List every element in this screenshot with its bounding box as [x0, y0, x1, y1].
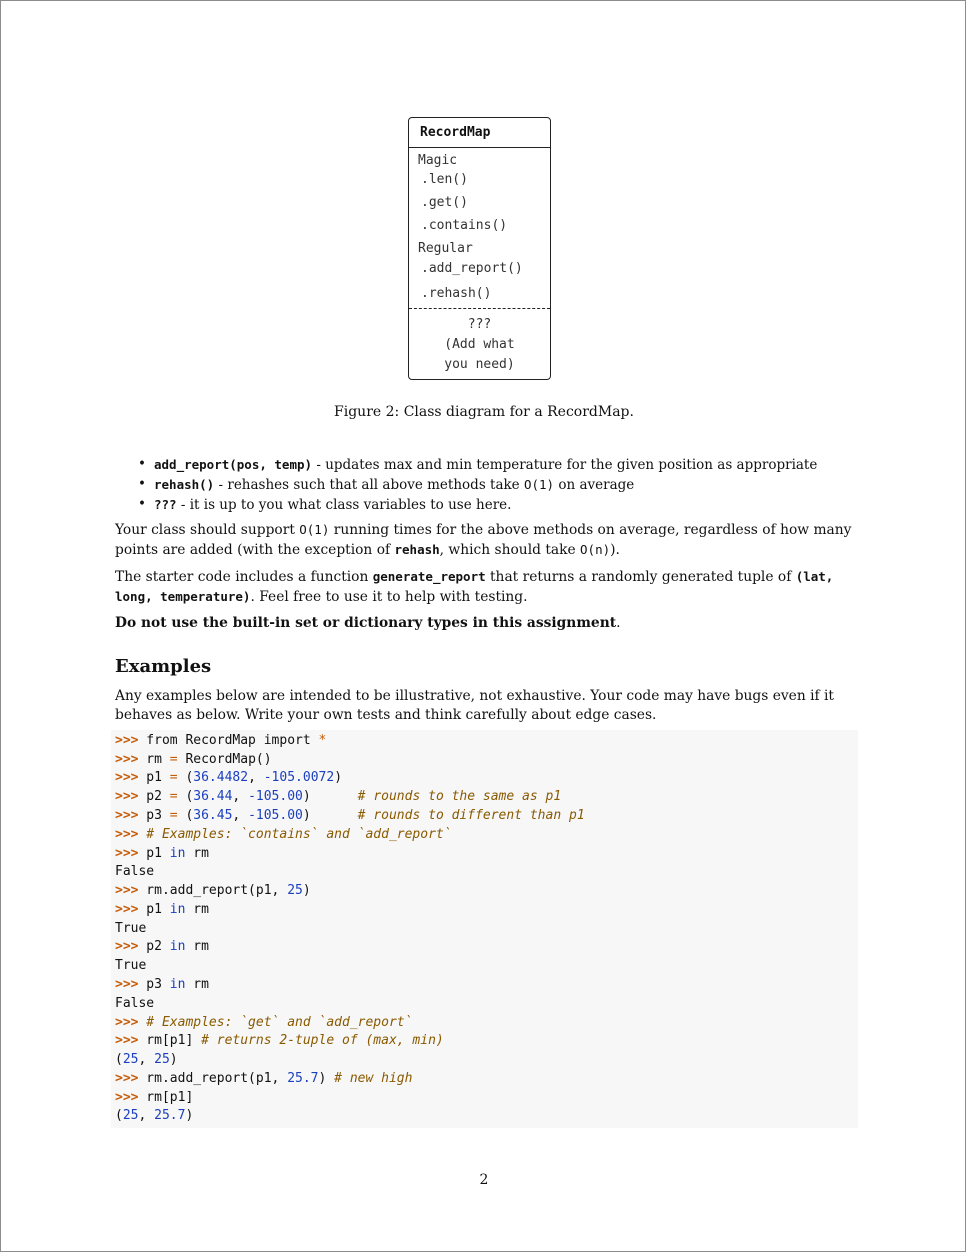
- code-line: >>> # Examples: `get` and `add_report`: [115, 1015, 413, 1030]
- list-item-text: on average: [554, 477, 635, 493]
- code-line: >>> rm.add_report(p1, 25.7) # new high: [115, 1071, 413, 1086]
- inline-code: O(1): [299, 522, 330, 537]
- figure-caption: Figure 2: Class diagram for a RecordMap.: [334, 404, 634, 420]
- code-line: (25, 25): [115, 1052, 178, 1067]
- text-line: Any examples below are intended to be illustrative, not exhaustive. Your code may have bugs even if it: [115, 688, 834, 704]
- page-number: 2: [479, 1172, 489, 1188]
- code-line: >>> p1 in rm: [115, 846, 209, 861]
- code-line: >>> rm.add_report(p1, 25): [115, 883, 311, 898]
- method-list: [138, 455, 817, 515]
- variables-placeholder: ???: [467, 317, 492, 332]
- code-example-block: [111, 730, 858, 1128]
- bold-text: Do not use the built-in set or dictionary types in this assignment: [115, 615, 617, 631]
- code-line: >>> rm = RecordMap(): [115, 752, 272, 767]
- code-line: >>> p2 = (36.44, -105.00) # rounds to the same as p1: [115, 789, 562, 804]
- code-line: >>> rm[p1] # returns 2-tuple of (max, min): [115, 1033, 444, 1048]
- variables-note-2: you need): [444, 357, 515, 372]
- code-line: (25, 25.7): [115, 1108, 194, 1123]
- text: , which should take: [439, 542, 581, 558]
- inline-code: O(n): [580, 542, 611, 557]
- paragraph-restriction: [115, 614, 860, 633]
- text: . Feel free to use it to help with testing.: [250, 589, 528, 605]
- text-line: behaves as below. Write your own tests and think carefully about edge cases.: [115, 707, 657, 723]
- inline-code: rehash: [394, 542, 440, 557]
- code-line: True: [115, 958, 147, 973]
- paragraph-starter-code: [115, 567, 860, 607]
- list-item-text: - rehashes such that all above methods take: [214, 477, 524, 493]
- list-item-text: - updates max and min temperature for the given position as appropriate: [312, 457, 818, 473]
- class-name: RecordMap: [409, 118, 550, 148]
- code-line: False: [115, 864, 155, 879]
- text: The starter code includes a function: [115, 569, 373, 585]
- text: running times for the above methods on average, regardless of how many: [329, 522, 852, 538]
- text: points are added (with the exception of: [115, 542, 395, 558]
- list-item: [138, 495, 817, 515]
- inline-code: rehash(): [154, 477, 215, 492]
- text: .: [616, 615, 621, 631]
- method-contains: .contains(): [421, 218, 508, 233]
- regular-label: Regular: [418, 241, 473, 256]
- inline-code: O(1): [523, 477, 555, 492]
- text: ).: [610, 542, 620, 558]
- inline-code: generate_report: [372, 569, 486, 584]
- code-line: >>> # Examples: `contains` and `add_report`: [115, 827, 452, 842]
- paragraph-examples-intro: [115, 687, 860, 725]
- list-item: [138, 475, 817, 495]
- variables-note-1: (Add what: [444, 337, 515, 352]
- section-heading: Examples: [115, 656, 212, 677]
- text: Your class should support: [115, 522, 300, 538]
- list-item-text: - it is up to you what class variables to use here.: [176, 497, 512, 513]
- method-len: .len(): [421, 172, 468, 187]
- inline-code: long, temperature): [115, 589, 251, 604]
- paragraph-running-times: [115, 520, 860, 560]
- magic-label: Magic: [418, 153, 458, 168]
- diagram-divider: [409, 308, 550, 309]
- inline-code: add_report(pos, temp): [154, 457, 313, 472]
- code-line: >>> p3 = (36.45, -105.00) # rounds to different than p1: [115, 808, 585, 823]
- code-line: >>> p1 in rm: [115, 902, 209, 917]
- code-line: >>> rm[p1]: [115, 1090, 194, 1105]
- inline-code: (lat,: [795, 569, 834, 584]
- inline-code: ???: [154, 497, 177, 512]
- code-line: True: [115, 921, 147, 936]
- code-line: >>> p1 = (36.4482, -105.0072): [115, 770, 343, 785]
- code-line: False: [115, 996, 155, 1011]
- code-line: >>> p3 in rm: [115, 977, 209, 992]
- class-diagram: [408, 117, 551, 380]
- code-line: >>> from RecordMap import *: [115, 733, 327, 748]
- method-rehash: .rehash(): [421, 286, 492, 301]
- class-variables: [409, 315, 550, 375]
- list-item: [138, 455, 817, 475]
- text: that returns a randomly generated tuple of: [485, 569, 796, 585]
- method-add-report: .add_report(): [421, 261, 523, 276]
- method-get: .get(): [421, 195, 468, 210]
- code-line: >>> p2 in rm: [115, 939, 209, 954]
